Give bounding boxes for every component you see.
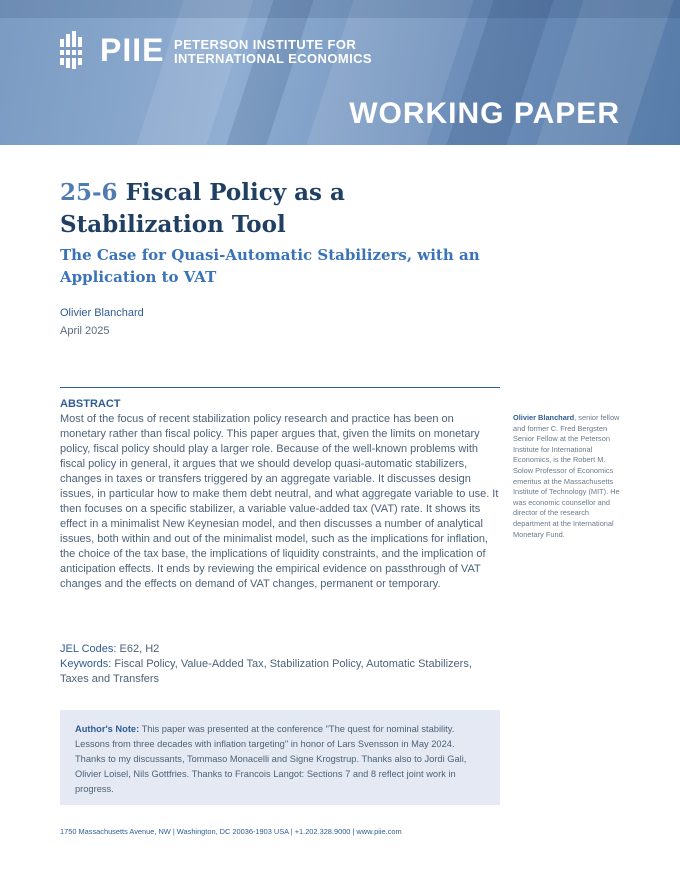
- header-banner: [0, 0, 680, 145]
- author-name: Olivier Blanchard: [60, 307, 144, 319]
- piie-logo: [60, 31, 380, 69]
- footer-contact: 1750 Massachusetts Avenue, NW | Washington, DC 20036-1903 USA | +1.202.328.9000 | www.piie.com: [60, 827, 402, 836]
- piie-logo-mark-icon: [60, 31, 82, 69]
- keywords: [60, 657, 490, 687]
- keywords-label: Keywords:: [60, 658, 112, 670]
- author-bio-name: Olivier Blanchard: [513, 413, 575, 422]
- jel-codes-value: E62, H2: [119, 643, 160, 655]
- org-name-line1: PETERSON INSTITUTE FOR: [174, 37, 357, 52]
- authors-note-text: This paper was presented at the conference "The quest for nominal stability. Lessons from three decades with inflation targeting" in honor of Lars Svensson in May 2024. Thanks to my discussants, Tommaso Monacelli and Signe Krogstrup. Thanks also to Jordi Gali, Olivier Loisel, Nils Gottfries. Thanks to Francois Langot: Sections 7 and 8 reflect joint work in progress.: [75, 724, 467, 794]
- author-bio-text: , senior fellow and former C. Fred Bergsten Senior Fellow at the Peterson Institute for International Economics, is the Robert M. Solow Professor of Economics emeritus at the Massachusetts Institute of Technology (MIT). He was economic counsellor and director of the research department at the International Monetary Fund.: [513, 413, 620, 539]
- abstract-heading: ABSTRACT: [60, 398, 121, 410]
- working-paper-label: WORKING PAPER: [349, 97, 620, 130]
- paper-title: [60, 177, 500, 241]
- abstract-text: Most of the focus of recent stabilization policy research and practice has been on monetary rather than fiscal policy. This paper argues that, given the limits on monetary policy, fiscal policy should play a larger role. Because of the well-known problems with fiscal policy in general, it argues that we should develop quasi-automatic stabilizers, changes in taxes or transfers triggered by an aggregate variable. It discusses design issues, in particular how to make them debt neutral, and what aggregate variable to use. It then focuses on a specific stabilizer, a variable value-added tax (VAT) rate. It shows its effect in a minimalist New Keynesian model, and then discusses a number of analytical issues, both within and out of the minimalist model, such as the implications for inflation, the choice of the tax base, the implications of liquidity constraints, and the implication of anticipation effects. It ends by reviewing the empirical evidence on passthrough of VAT changes and the effects on demand of VAT changes, permanent or temporary.: [60, 413, 499, 590]
- logo-wordmark: PIIE: [100, 32, 165, 68]
- paper-number: 25-6: [60, 179, 118, 206]
- jel-codes: [60, 642, 500, 657]
- keywords-value: Fiscal Policy, Value-Added Tax, Stabilization Policy, Automatic Stabilizers, Taxes and Transfers: [60, 658, 472, 685]
- authors-note-box: [60, 710, 500, 805]
- paper-subtitle: The Case for Quasi-Automatic Stabilizers, with an Application to VAT: [60, 246, 480, 286]
- org-name: [174, 38, 372, 66]
- jel-codes-label: JEL Codes:: [60, 643, 117, 655]
- author-bio: [513, 413, 621, 540]
- section-divider: [60, 387, 500, 388]
- org-name-line2: INTERNATIONAL ECONOMICS: [174, 51, 372, 66]
- publication-date: April 2025: [60, 325, 110, 337]
- paper-title-text: Fiscal Policy as a Stabilization Tool: [60, 179, 345, 238]
- authors-note-label: Author's Note:: [75, 724, 140, 734]
